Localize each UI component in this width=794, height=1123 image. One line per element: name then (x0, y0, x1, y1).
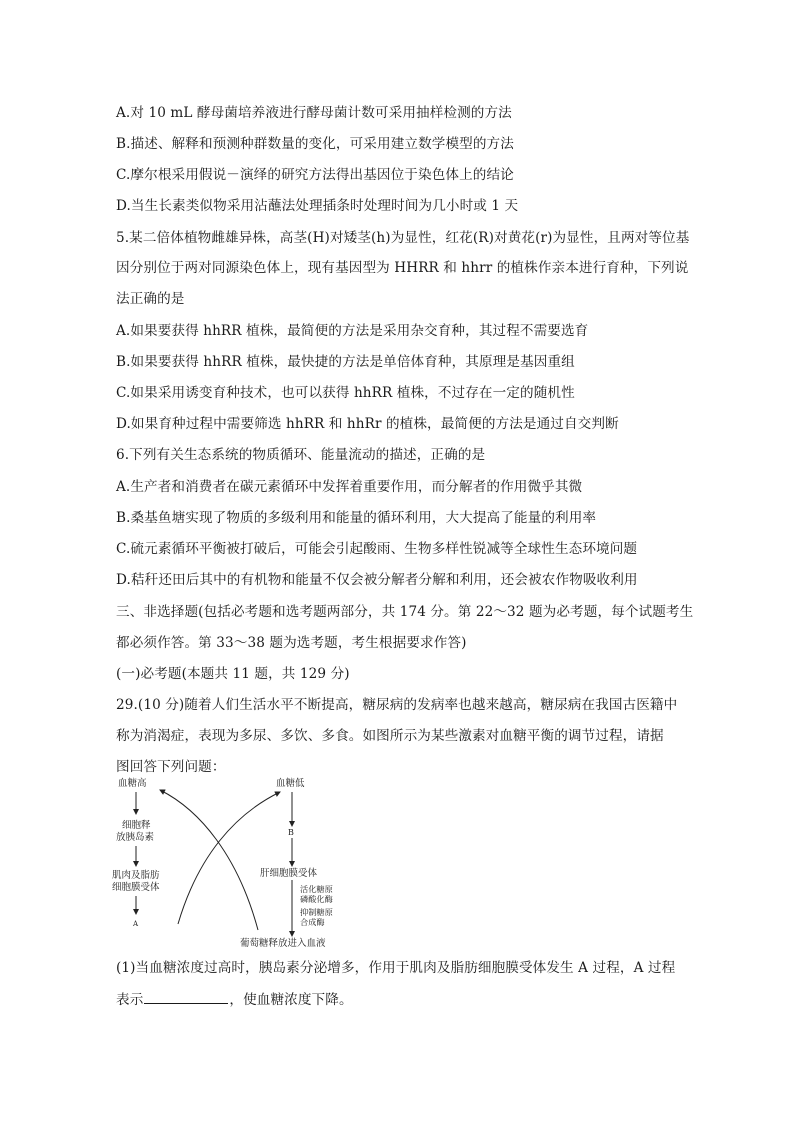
label-a: A (133, 920, 139, 928)
label-glucose-release: 葡萄糖释放进入血液 (240, 938, 326, 949)
line-c1: C.摩尔根采用假说－演绎的研究方法得出基因位于染色体上的结论 (116, 167, 514, 183)
label-step-2a: 抑制糖原 (300, 907, 333, 917)
line-b1: B.描述、解释和预测种群数量的变化，可采用建立数学模型的方法 (116, 136, 514, 152)
q5-stem-2: 因分别位于两对同源染色体上，现有基因型为 HHRR 和 hhrr 的植株作亲本进行育种，下列说 (116, 260, 689, 276)
q1-line-2 (116, 991, 353, 1009)
q5-option-b: B.如果要获得 hhRR 植株，最快捷的方法是单倍体育种，其原理是基因重组 (116, 354, 575, 370)
q1-prefix: 表示 (116, 992, 144, 1008)
q5-stem-1: 5.某二倍体植物雌雄异株，高茎(H)对矮茎(h)为显性，红花(R)对黄花(r)为显性，且两对等位基 (116, 230, 690, 246)
q29-stem-1: 29.(10 分)随着人们生活水平不断提高，糖尿病的发病率也越来越高，糖尿病在我国古医籍中 (116, 697, 678, 713)
blood-glucose-diagram (100, 776, 360, 956)
line-d1: D.当生长素类似物采用沾蘸法处理插条时处理时间为几小时或 1 天 (116, 198, 519, 214)
label-muscle-fat-1: 肌肉及脂肪 (112, 870, 160, 881)
label-liver-receptor: 肝细胞膜受体 (260, 868, 318, 879)
section-header-1: 三、非选择题(包括必考题和选考题两部分，共 174 分。第 22～32 题为必考题，每个试题考生 (116, 604, 694, 620)
q29-stem-2: 称为消渴症，表现为多尿、多饮、多食。如图所示为某些激素对血糖平衡的调节过程，请据 (116, 728, 664, 744)
label-high-glucose: 血糖高 (118, 778, 147, 789)
diagram-arrows (100, 776, 360, 956)
label-release-2: 放胰岛素 (116, 832, 155, 843)
q5-option-a: A.如果要获得 hhRR 植株，最简便的方法是采用杂交育种，其过程不需要选育 (116, 323, 589, 339)
label-step-1b: 磷酸化酶 (300, 894, 333, 904)
q1-suffix: ，使血糖浓度下降。 (229, 992, 353, 1008)
q6-stem: 6.下列有关生态系统的物质循环、能量流动的描述，正确的是 (116, 447, 486, 463)
q5-option-c: C.如果采用诱变育种技术，也可以获得 hhRR 植株，不过存在一定的随机性 (116, 385, 575, 401)
section-header-2: 都必须作答。第 33～38 题为选考题，考生根据要求作答) (116, 635, 467, 651)
q6-option-a: A.生产者和消费者在碳元素循环中发挥着重要作用，而分解者的作用微乎其微 (116, 479, 583, 495)
answer-blank[interactable] (144, 991, 228, 1004)
label-step-1a: 活化糖原 (300, 884, 333, 894)
q29-stem-3: 图回答下列问题： (116, 759, 226, 775)
label-low-glucose: 血糖低 (276, 778, 305, 789)
label-step-2b: 合成酶 (300, 917, 325, 927)
q6-option-b: B.桑基鱼塘实现了物质的多级利用和能量的循环利用，大大提高了能量的利用率 (116, 510, 597, 526)
q6-option-d: D.秸秆还田后其中的有机物和能量不仅会被分解者分解和利用，还会被农作物吸收利用 (116, 572, 638, 588)
label-release-1: 细胞释 (122, 820, 151, 831)
line-a1: A.对 10 mL 酵母菌培养液进行酵母菌计数可采用抽样检测的方法 (116, 105, 512, 121)
subsection-header: (一)必考题(本题共 11 题，共 129 分) (116, 666, 350, 682)
label-muscle-fat-2: 细胞膜受体 (112, 882, 160, 893)
q6-option-c: C.硫元素循环平衡被打破后，可能会引起酸雨、生物多样性锐减等全球性生态环境问题 (116, 541, 638, 557)
q1-line-1: (1)当血糖浓度过高时，胰岛素分泌增多，作用于肌肉及脂肪细胞膜受体发生 A 过程，A 过程 (116, 960, 676, 976)
q5-stem-3: 法正确的是 (116, 291, 185, 307)
q5-option-d: D.如果育种过程中需要筛选 hhRR 和 hhRr 的植株，最简便的方法是通过自交判断 (116, 416, 619, 432)
label-b: B (288, 828, 294, 837)
